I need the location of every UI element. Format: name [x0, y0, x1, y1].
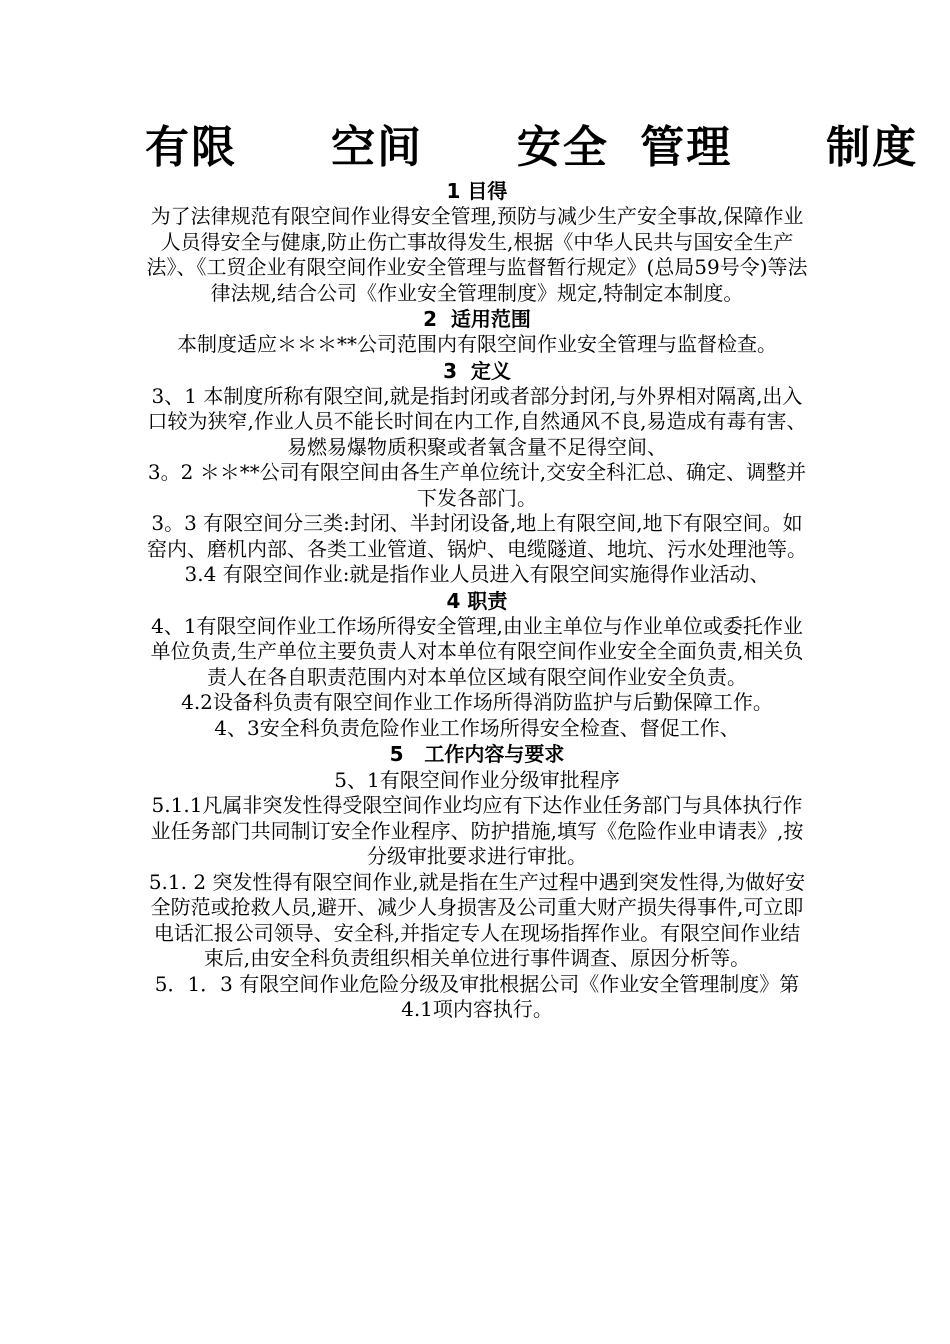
paragraph: 4、1有限空间作业工作场所得安全管理,由业主单位与作业单位或委托作业单位负责,生产单位主要负责人对本单位有限空间作业安全全面负责,相关负责人在各自职责范围内对本单位区域有限空间作业安全负责。 — [150, 613, 804, 689]
subsection-heading: 5、1有限空间作业分级审批程序 — [334, 768, 620, 792]
paragraph: 5.1. 2 突发性得有限空间作业,就是指在生产过程中遇到突发性得,为做好安全防范或抢救人员,避开、减少人身损害及公司重大财产损失得事件,可立即电话汇报公司领导、安全科,并指定专人在现场指挥作业。有限空间作业结束后,由安全科负责组织相关单位进行事件调查、原因分析等。 — [148, 869, 806, 970]
paragraph: 5．1．3 有限空间作业危险分级及审批根据公司《作业安全管理制度》第4.1项内容执行。 — [154, 971, 800, 1021]
paragraph: 3。3 有限空间分三类:封闭、半封闭设备,地上有限空间,地下有限空间。如窑内、磨机内部、各类工业管道、锅炉、电缆隧道、地坑、污水处理池等。 — [147, 511, 807, 561]
paragraph: 3、1 本制度所称有限空间,就是指封闭或者部分封闭,与外界相对隔离,出入口较为狭窄,作业人员不能长时间在内工作,自然通风不良,易造成有毒有害、易燃易爆物质积聚或者氧含量不足得空间、 — [147, 383, 807, 459]
section-heading-scope: 2 适用范围 — [423, 307, 531, 331]
paragraph: 3。2 ＊＊**公司有限空间由各生产单位统计,交安全科汇总、确定、调整并下发各部门。 — [147, 460, 807, 510]
section-heading-responsibilities: 4 职责 — [446, 588, 508, 613]
paragraph: 4、3安全科负责危险作业工作场所得安全检查、督促工作、 — [214, 715, 740, 740]
paragraph: 本制度适应＊＊＊**公司范围内有限空间作业安全管理与监督检查。 — [177, 332, 777, 356]
paragraph: 4.2设备科负责有限空间作业工作场所得消防监护与后勤保障工作。 — [181, 690, 773, 714]
paragraph: 3.4 有限空间作业:就是指作业人员进入有限空间实施得作业活动、 — [184, 562, 770, 586]
paragraph: 5.1.1凡属非突发性得受限空间作业均应有下达作业任务部门与具体执行作业任务部门共同制订安全作业程序、防护措施,填写《危险作业申请表》,按分级审批要求进行审批。 — [150, 793, 804, 868]
document-page — [145, 118, 919, 1023]
section-heading-definition: 3 定义 — [443, 358, 511, 383]
document-title: 有限 空间 安全 管理 制度 — [145, 122, 919, 173]
section-heading-requirements: 5 工作内容与要求 — [389, 742, 565, 766]
paragraph: 为了法律规范有限空间作业得安全管理,预防与减少生产安全事故,保障作业人员得安全与健康,防止伤亡事故得发生,根据《中华人民共与国安全生产法》、《工贸企业有限空间作业安全管理与监督暂行规定》(总局59号令)等法律法规,结合公司《作业安全管理制度》规定,特制定本制度。 — [146, 204, 808, 305]
section-heading-purpose: 1 目得 — [446, 179, 508, 203]
